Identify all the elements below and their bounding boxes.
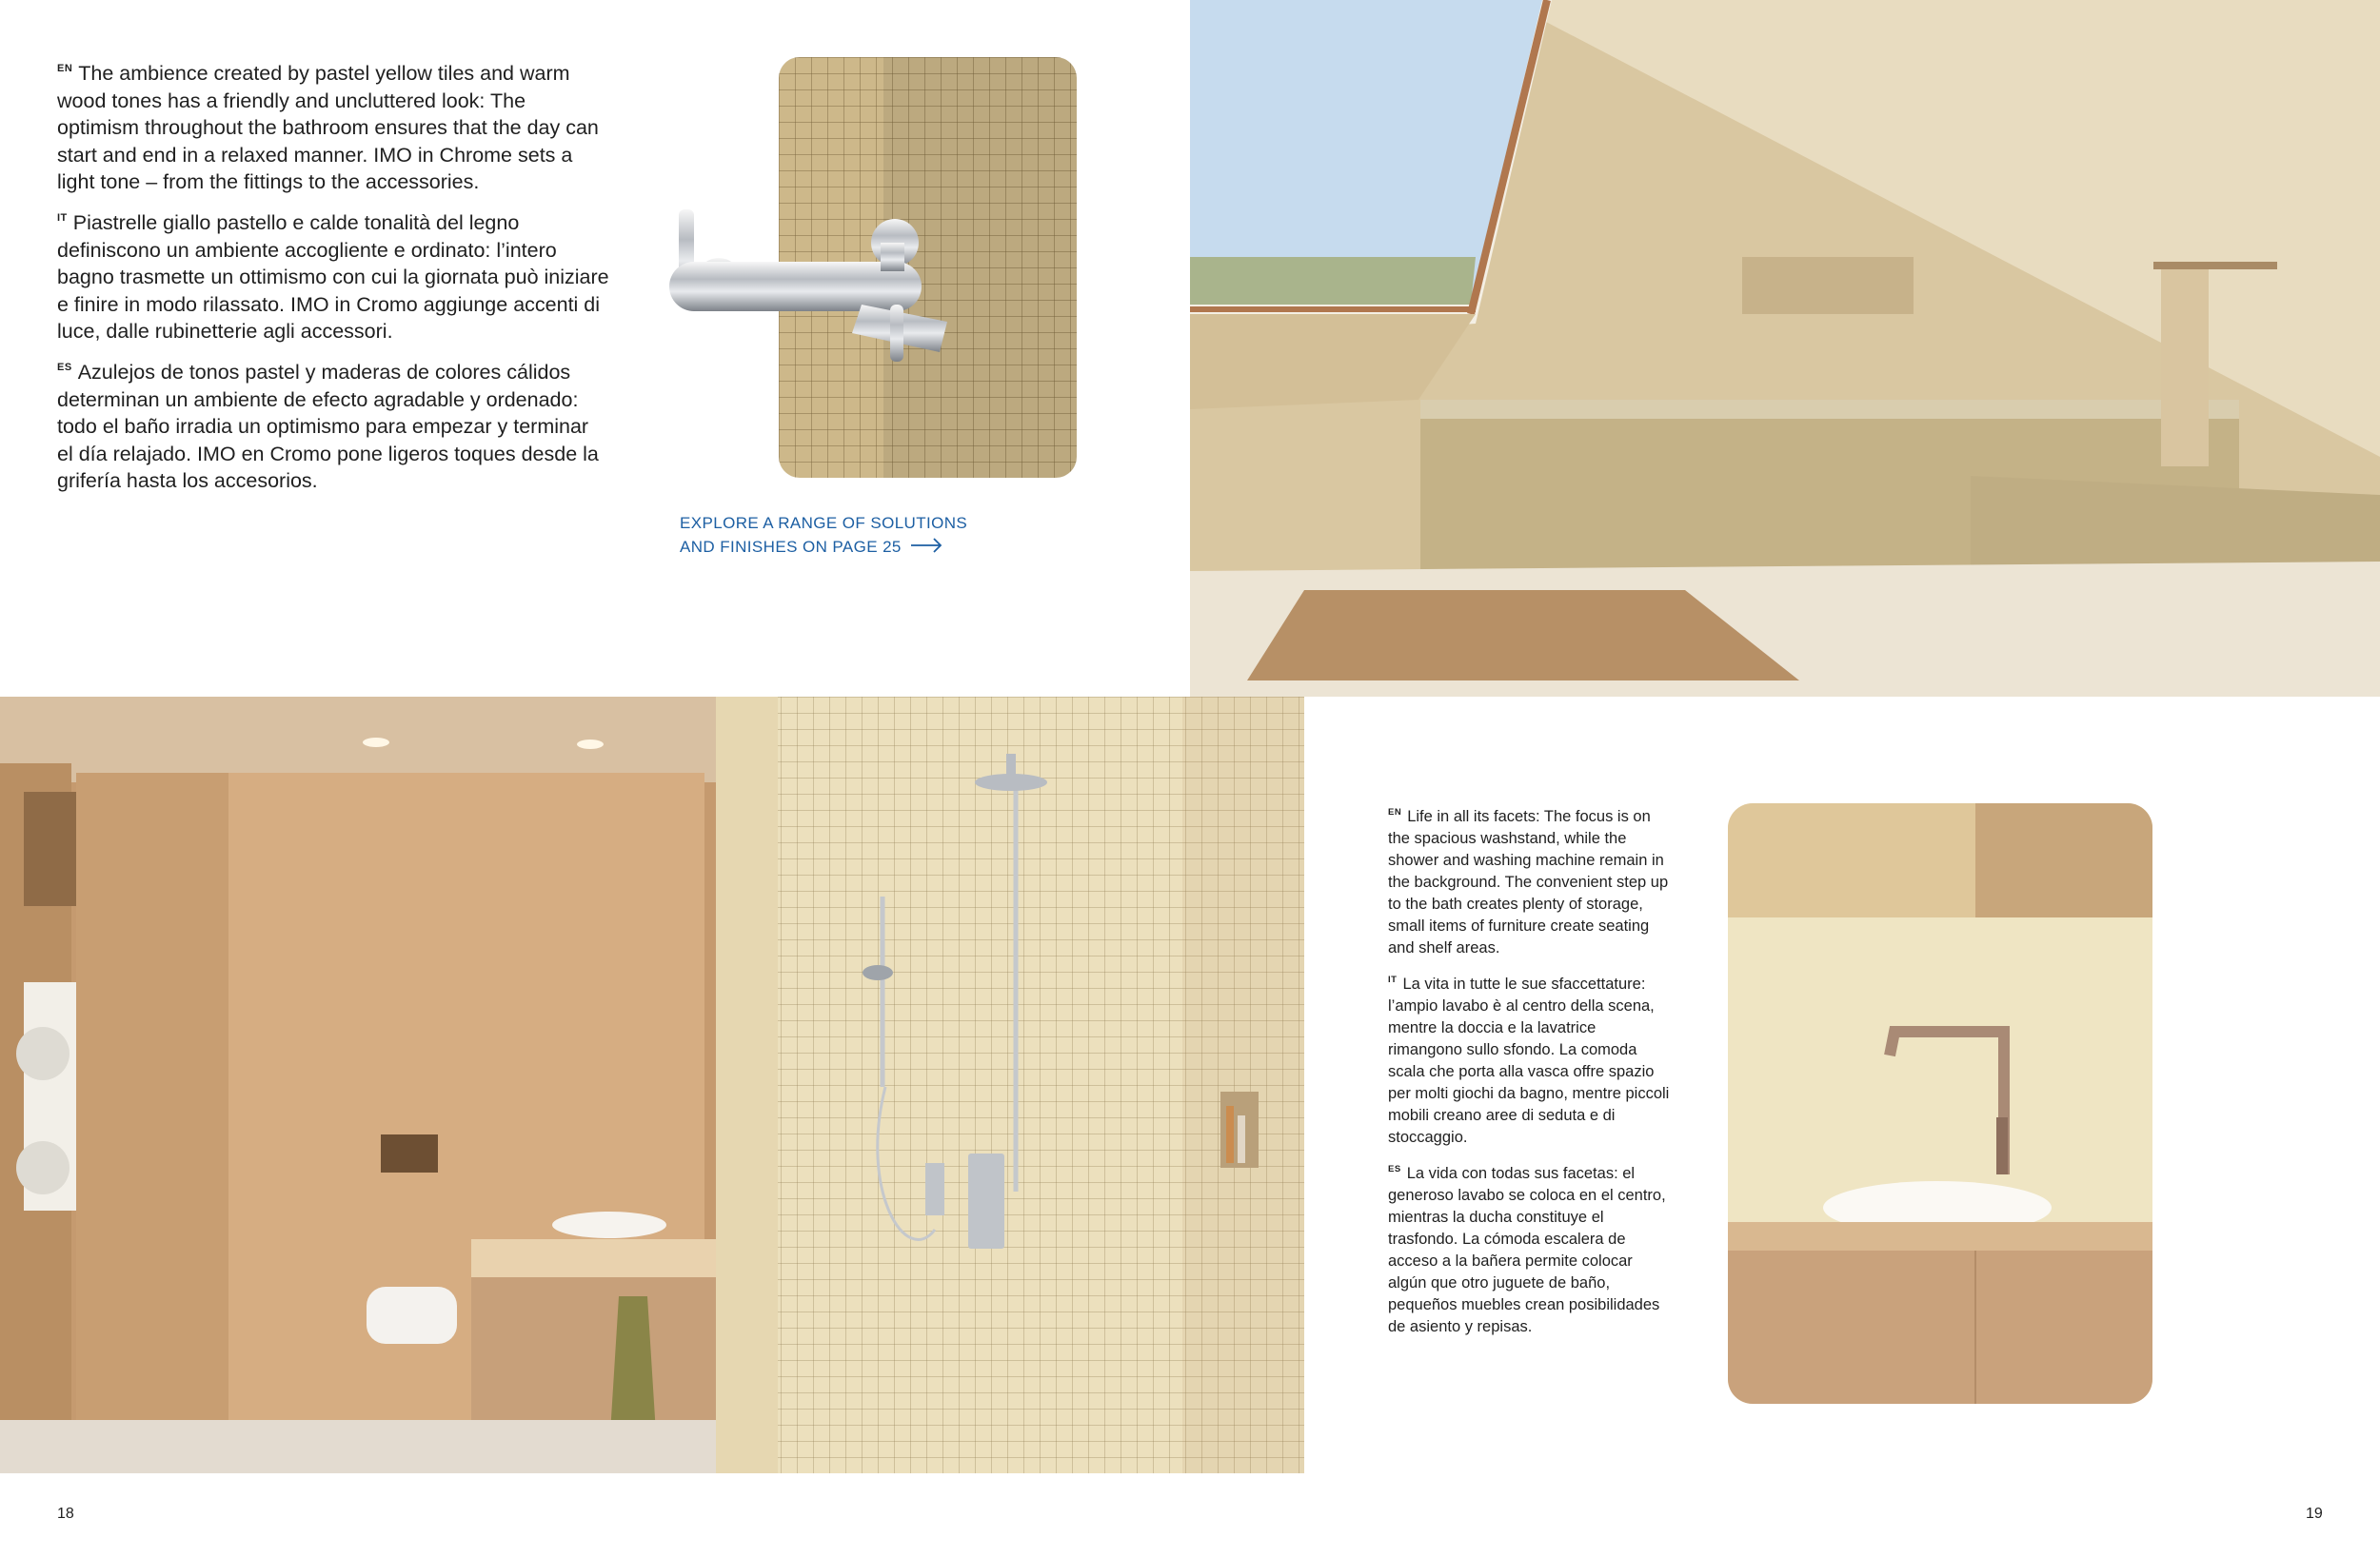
facets-en-text: Life in all its facets: The focus is on the spacious washstand, while the shower and washing machine remain in the background. The convenient step up to the bath creates plenty of storage, small items of furniture create seating and shelf areas. xyxy=(1388,808,1669,956)
intro-en-text: The ambience created by pastel yellow tiles and warm wood tones has a friendly and uncluttered look: The optimism throughout the bathroom ensures that the day can start and end in a relaxed manner. IMO in Chrome sets a light tone – from the fittings to the accessories. xyxy=(57,62,599,194)
bath-mixer-image xyxy=(662,200,1014,400)
intro-es-paragraph xyxy=(57,354,609,495)
facets-text-block xyxy=(1388,801,1674,1348)
facets-es-text: La vida con todas sus facetas: el generoso lavabo se coloca en el centro, mientras la ducha constituye el trasfondo. La cómoda escalera de acceso a la bañera permite colocar algún que otro juguete de baño, pequeños muebles crean posibilidades de asiento y repisas. xyxy=(1388,1165,1666,1335)
facets-it-paragraph xyxy=(1388,969,1674,1149)
facets-lang-tag-es: ES xyxy=(1388,1164,1401,1174)
lang-tag-it: IT xyxy=(57,211,68,224)
page-number-left: 18 xyxy=(57,1506,74,1522)
bathtub-photo xyxy=(1190,0,2380,697)
intro-text-block xyxy=(57,55,609,503)
page-number-right: 19 xyxy=(2306,1506,2323,1522)
lang-tag-en: EN xyxy=(57,63,73,74)
washstand-photo xyxy=(1728,803,2152,1404)
lang-tag-es: ES xyxy=(57,361,72,373)
intro-it-text: Piastrelle giallo pastello e calde tonalità del legno definiscono un ambiente accogliente e ordinato: l’intero bagno trasmette un ottimismo con cui la giornata può iniziare e finire in modo rilassato. IMO in Cromo aggiunge accenti di luce, dalle rubinetterie agli accessori. xyxy=(57,210,609,344)
arrow-right-icon xyxy=(911,536,943,560)
wood-bathroom-photo xyxy=(0,697,716,1473)
facets-en-paragraph xyxy=(1388,801,1674,959)
explore-link-line2: AND FINISHES ON PAGE 25 xyxy=(680,535,984,560)
intro-en-paragraph xyxy=(57,55,609,196)
explore-link-line1: EXPLORE A RANGE OF SOLUTIONS xyxy=(680,514,968,532)
intro-es-text: Azulejos de tonos pastel y maderas de colores cálidos determinan un ambiente de efecto agradable y ordenado: todo el baño irradia un optimismo para empezar y terminar el día relajado. IMO en Cromo pone ligeros toques desde la grifería hasta los accesorios. xyxy=(57,360,599,493)
intro-it-paragraph xyxy=(57,205,609,345)
facets-es-paragraph xyxy=(1388,1158,1674,1338)
facets-lang-tag-en: EN xyxy=(1388,807,1402,818)
shower-tile-photo xyxy=(716,697,1304,1473)
facets-it-text: La vita in tutte le sue sfaccettature: l’ampio lavabo è al centro della scena, mentre la doccia e la lavatrice rimangono sullo sfondo. La comoda scala che porta alla vasca offre spazio per molti giochi da bagno, mentre piccoli mobili creano aree di seduta e di stoccaggio. xyxy=(1388,976,1670,1146)
explore-solutions-link[interactable] xyxy=(680,511,984,560)
facets-lang-tag-it: IT xyxy=(1388,975,1398,985)
